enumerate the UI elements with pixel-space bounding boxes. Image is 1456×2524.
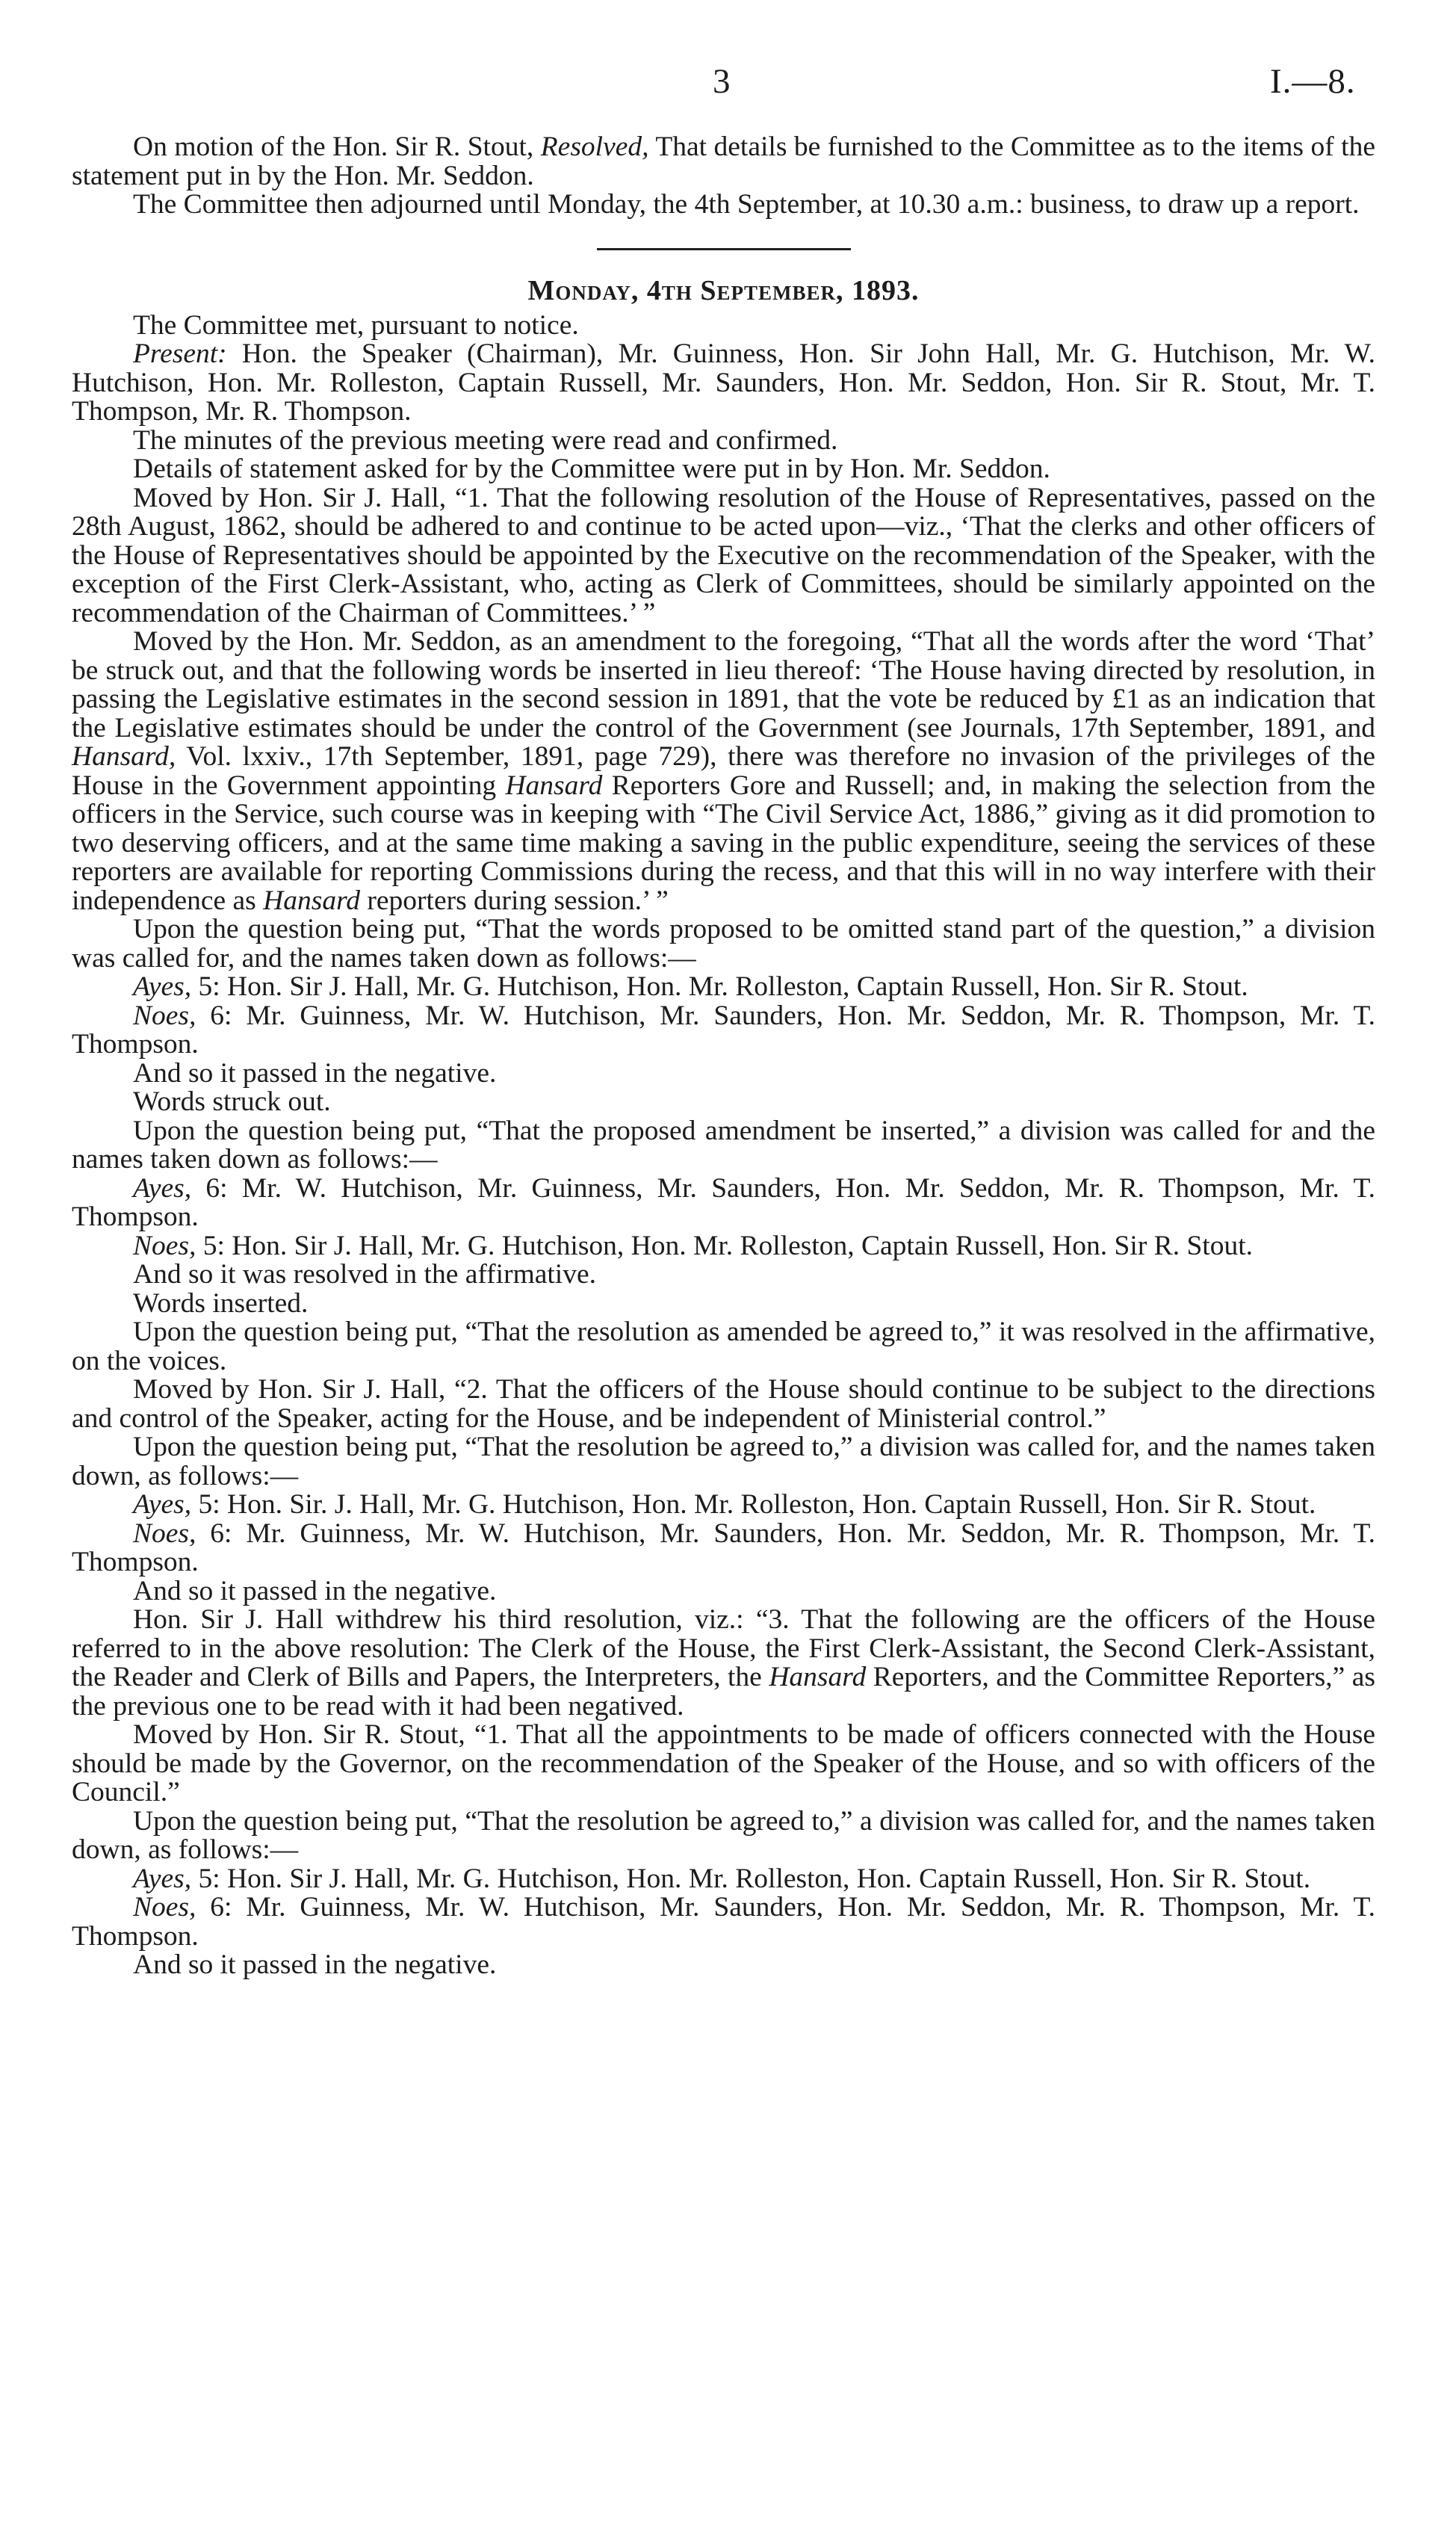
stout-motion-1-paragraph: Moved by Hon. Sir R. Stout, “1. That all the appointments to be made of officers connected with the House should be made by the Governor, on the recommendation of the Speaker of the House, and so with officers of the Council.” <box>72 1719 1375 1807</box>
seddon-amendment-paragraph: Moved by the Hon. Mr. Seddon, as an amendment to the foregoing, “That all the words after the word ‘That’ be struck out, and that the following words be inserted in lieu thereof: ‘The House having directed by resolution, in passing the Legislative estimates in the second session in 1891, that the vote be reduced by £1 as an indication that the Legislative estimates should be under the control of the Government (see Journals, 17th September, 1891, and Hansard, Vol. lxxiv., 17th September, 1891, page 729), there was therefore no invasion of the privileges of the House in the Government appointing Hansard Reporters Gore and Russell; and, in making the selection from the officers in the Service, such course was in keeping with “The Civil Service Act, 1886,” giving as it did promotion to two deserving officers, and at the same time making a saving in the public expenditure, seeing the services of these reporters are available for reporting Commissions during the recess, and that this will in no way interfere with their independence as Hansard reporters during session.’ ” <box>72 626 1376 916</box>
adjourned-paragraph: The Committee then adjourned until Monday, the 4th September, at 10.30 a.m.: business, to draw up a report. <box>133 189 1360 220</box>
committee-met-paragraph: The Committee met, pursuant to notice. <box>133 309 579 341</box>
words-struck-paragraph: Words struck out. <box>133 1086 331 1117</box>
negative-1-paragraph: And so it passed in the negative. <box>133 1057 497 1089</box>
hall-motion-2-paragraph: Moved by Hon. Sir J. Hall, “2. That the officers of the House should continue to be subject to the directions and control of the Speaker, acting for the House, and be independent of Ministerial control.” <box>72 1374 1375 1434</box>
resolved-italic: Resolved, <box>540 132 649 162</box>
present-label: Present: <box>133 338 227 369</box>
stout-motion-paragraph: On motion of the Hon. Sir R. Stout, Resolved, That details be furnished to the Committee as to the items of the statement put in by the Hon. Mr. Seddon. <box>72 132 1375 191</box>
negative-3-paragraph: And so it passed in the negative. <box>133 1949 497 1980</box>
noes-4-paragraph: Noes, 6: Mr. Guinness, Mr. W. Hutchison, Mr. Saunders, Hon. Mr. Seddon, Mr. R. Thompson, Mr. T. Thompson. <box>72 1892 1375 1952</box>
hall-motion-1-paragraph: Moved by Hon. Sir J. Hall, “1. That the following resolution of the House of Representatives, passed on the 28th August, 1862, should be adhered to and continue to be acted upon—viz., ‘That the clerks and other officers of the House of Representatives should be appointed by the Executive on the recommendation of the Speaker, with the exception of the First Clerk-Assistant, who, acting as Clerk of Committees, should be similarly appointed on the recommendation of the Chairman of Committees.’ ” <box>72 482 1375 628</box>
question-3-paragraph: Upon the question being put, “That the resolution as amended be agreed to,” it was resolved in the affirmative, on the voices. <box>72 1317 1375 1376</box>
noes-3-paragraph: Noes, 6: Mr. Guinness, Mr. W. Hutchison, Mr. Saunders, Hon. Mr. Seddon, Mr. R. Thompson, Mr. T. Thompson. <box>72 1518 1375 1577</box>
ayes-1-paragraph: Ayes, 5: Hon. Sir J. Hall, Mr. G. Hutchison, Hon. Mr. Rolleston, Captain Russell, Hon. Sir R. Stout. <box>133 971 1248 1002</box>
hall-withdrew-paragraph: Hon. Sir J. Hall withdrew his third resolution, viz.: “3. That the following are the officers of the House referred to in the above resolution: The Clerk of the House, the First Clerk-Assistant, the Second Clerk-Assistant, the Reader and Clerk of Bills and Papers, the Interpreters, the Hansard Reporters, and the Committee Reporters,” as the previous one to be read with it had been negatived. <box>72 1604 1376 1722</box>
noes-2-paragraph: Noes, 5: Hon. Sir J. Hall, Mr. G. Hutchison, Hon. Mr. Rolleston, Captain Russell, Hon. Sir R. Stout. <box>133 1230 1254 1261</box>
present-paragraph: Present: Hon. the Speaker (Chairman), Mr. Guinness, Hon. Sir John Hall, Mr. G. Hutchison, Mr. W. Hutchison, Hon. Mr. Rolleston, Captain Russell, Mr. Saunders, Hon. Mr. Seddon, Hon. Sir R. Stout, Mr. T. Thompson, Mr. R. Thompson. <box>72 338 1375 427</box>
ayes-2-paragraph: Ayes, 6: Mr. W. Hutchison, Mr. Guinness, Mr. Saunders, Hon. Mr. Seddon, Mr. R. Thompson, Mr. T. Thompson. <box>72 1172 1375 1232</box>
question-4-paragraph: Upon the question being put, “That the resolution be agreed to,” a division was called for, and the names taken down, as follows:— <box>72 1432 1375 1491</box>
affirmative-paragraph: And so it was resolved in the affirmative. <box>133 1259 596 1290</box>
negative-2-paragraph: And so it passed in the negative. <box>133 1575 497 1606</box>
question-2-paragraph: Upon the question being put, “That the proposed amendment be inserted,” a division was called for and the names taken down as follows:— <box>72 1115 1375 1175</box>
details-paragraph: Details of statement asked for by the Committee were put in by Hon. Mr. Seddon. <box>133 454 1050 484</box>
noes-1-paragraph: Noes, 6: Mr. Guinness, Mr. W. Hutchison, Mr. Saunders, Hon. Mr. Seddon, Mr. R. Thompson, Mr. T. Thompson. <box>72 1000 1375 1060</box>
document-reference: I.—8. <box>1270 62 1356 101</box>
section-divider <box>597 248 851 250</box>
words-inserted-paragraph: Words inserted. <box>133 1287 309 1319</box>
question-5-paragraph: Upon the question being put, “That the resolution be agreed to,” a division was called for, and the names taken down, as follows:— <box>72 1805 1375 1865</box>
ayes-3-paragraph: Ayes, 5: Hon. Sir. J. Hall, Mr. G. Hutchison, Hon. Mr. Rolleston, Hon. Captain Russell, Hon. Sir R. Stout. <box>133 1489 1316 1520</box>
question-1-paragraph: Upon the question being put, “That the words proposed to be omitted stand part of the question,” a division was called for, and the names taken down as follows:— <box>72 914 1375 974</box>
ayes-4-paragraph: Ayes, 5: Hon. Sir J. Hall, Mr. G. Hutchison, Hon. Mr. Rolleston, Hon. Captain Russell, Hon. Sir R. Stout. <box>133 1863 1311 1894</box>
document-body <box>72 133 1375 1980</box>
meeting-heading: Monday, 4th September, 1893. <box>527 274 920 306</box>
page-number: 3 <box>713 62 731 101</box>
minutes-paragraph: The minutes of the previous meeting were read and confirmed. <box>133 424 838 456</box>
